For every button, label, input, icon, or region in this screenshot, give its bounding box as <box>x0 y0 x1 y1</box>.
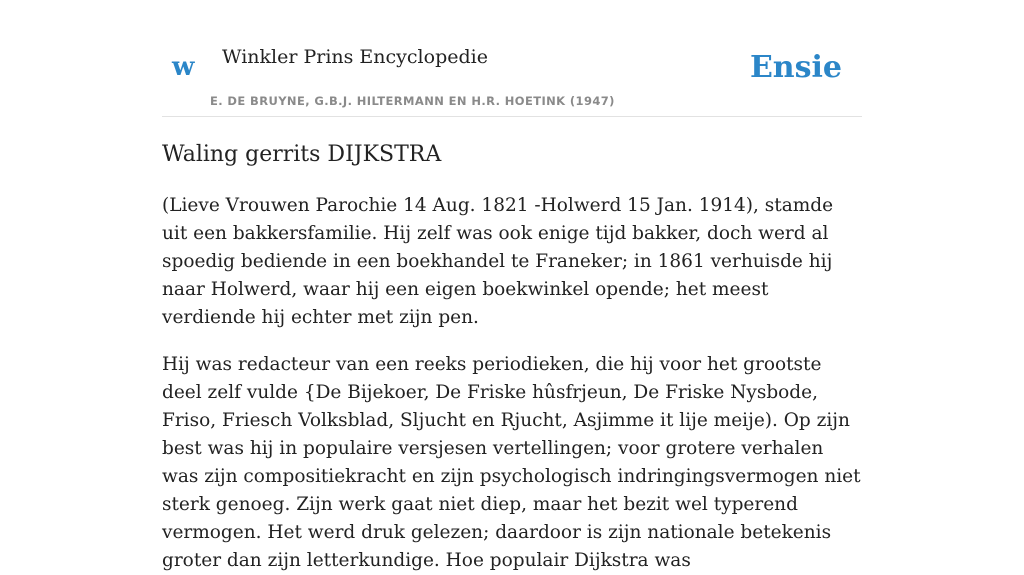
article-paragraph: Hij was redacteur van een reeks periodieken, die hij voor het grootste deel zelf vulde {De Bijekoer, De Friske hûsfrjeun, De Friske Nysbode, Friso, Friesch Volksblad, Sljucht en Rjucht, Asjimme it lije meije). Op zijn best was hij in populaire versjesen vertellingen; voor grotere verhalen was zijn compositiekracht en zijn psychologisch indringingsvermogen niet sterk genoeg. Zijn werk gaat niet diep, maar het bezit wel typerend vermogen. Het werd druk gelezen; daardoor is zijn nationale betekenis groter dan zijn letterkundige. Hoe populair Dijkstra was <box>162 354 861 571</box>
article-title: Waling gerrits DIJKSTRA <box>162 142 442 167</box>
article <box>162 138 862 575</box>
ensie-logo-link[interactable]: Ensie <box>749 50 842 85</box>
article-paragraph: (Lieve Vrouwen Parochie 14 Aug. 1821 -Holwerd 15 Jan. 1914), stamde uit een bakkersfamilie. Hij zelf was ook enige tijd bakker, doch werd al spoedig bediende in een boekhandel te Franeker; in 1861 verhuisde hij naar Holwerd, waar hij een eigen boekwinkel opende; het meest verdiende hij echter met zijn pen. <box>162 195 834 328</box>
publication-logo[interactable]: w <box>172 52 195 82</box>
site-header <box>162 0 862 117</box>
publication-authors: E. DE BRUYNE, G.B.J. HILTERMANN EN H.R. HOETINK (1947) <box>210 94 615 108</box>
publication-title[interactable]: Winkler Prins Encyclopedie <box>222 46 488 68</box>
